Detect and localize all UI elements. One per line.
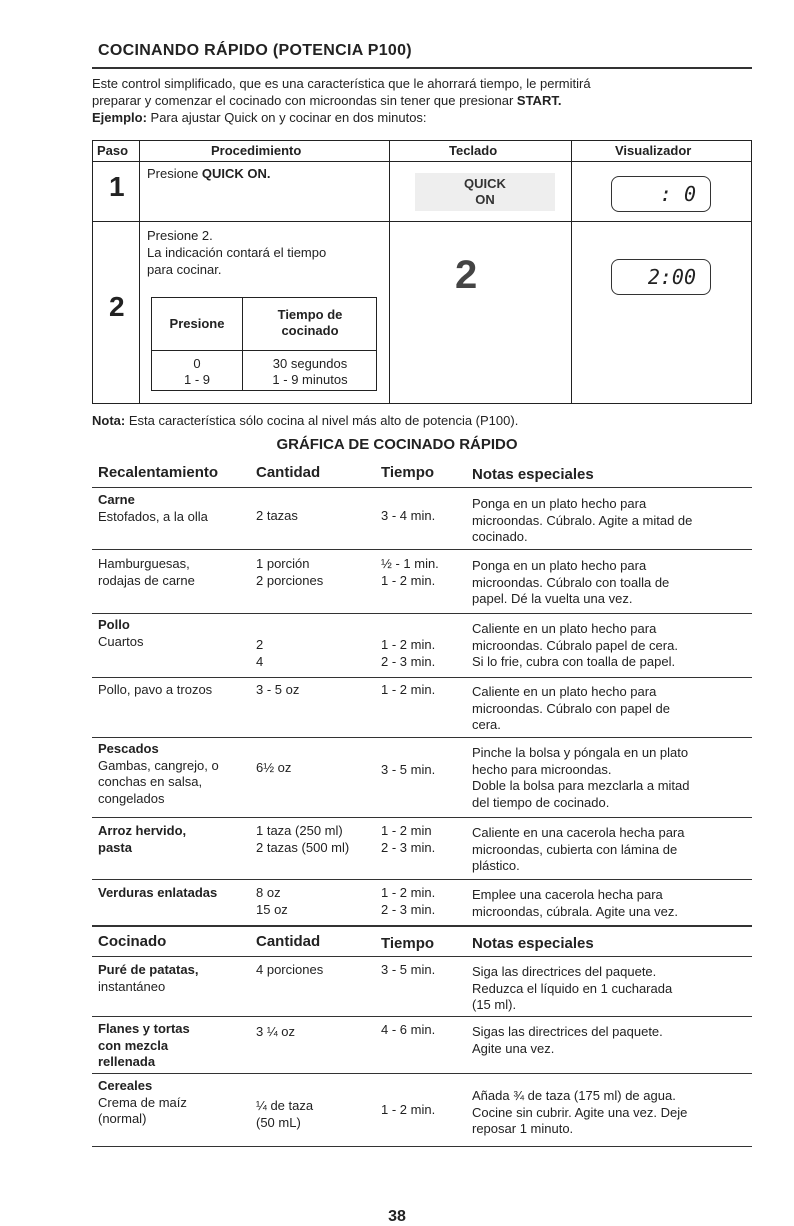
intro-line-2 (92, 92, 752, 109)
step-2-display: 2:00 (611, 259, 711, 295)
intro-line-1: Este control simplificado, que es una característica que le ahorrará tiempo, le permitirá (92, 76, 591, 91)
food-item: congelados (98, 790, 165, 806)
step-2-line-1: Presione 2. (147, 228, 213, 243)
key-2[interactable]: 2 (455, 253, 478, 297)
notes-cell (472, 684, 670, 734)
reheat-header-notes: Notas especiales (472, 466, 594, 483)
qty-value: 1 porción (256, 556, 310, 571)
page-title: COCINANDO RÁPIDO (POTENCIA P100) (98, 42, 412, 59)
quick-on-key[interactable] (415, 173, 555, 211)
on-key-line: ON (475, 192, 495, 207)
table-row (98, 1021, 190, 1071)
col-divider (571, 141, 572, 403)
divider (92, 1146, 752, 1147)
time-value: 2 - 3 min. (381, 653, 436, 669)
step-2-line-3: para cocinar. (147, 262, 222, 277)
notes-cell (472, 887, 678, 920)
time-value: 1 - 2 min. (381, 885, 436, 900)
food-category: Cereales (98, 1078, 153, 1093)
note-line: Caliente en un plato hecho para (472, 684, 657, 699)
note-line: Pinche la bolsa y póngala en un plato (472, 745, 689, 760)
food-category: Verduras enlatadas (98, 885, 218, 900)
food-category: Puré de patatas, (98, 962, 199, 977)
qty-value: 2 tazas (500 ml) (256, 839, 350, 855)
intro-line-2-text: preparar y comenzar el cocinado con microondas sin tener que presionar (92, 93, 517, 108)
start-key-label: START. (516, 93, 562, 108)
qty-cell (256, 885, 288, 918)
time-cell: 1 - 2 min. (381, 682, 436, 697)
notes-cell (472, 1088, 687, 1138)
note-line: microondas. Cúbralo papel de cera. (472, 637, 678, 653)
table-row (98, 492, 208, 525)
food-category: con mezcla (98, 1037, 169, 1053)
header-keypad: Teclado (449, 143, 498, 158)
title-divider (92, 67, 752, 69)
table-row (98, 823, 186, 856)
qty-cell: 3 - 5 oz (256, 682, 300, 697)
note-line: papel. Dé la vuelta una vez. (472, 591, 633, 606)
time-value: 2 - 3 min. (381, 839, 436, 855)
food-category: pasta (98, 839, 132, 855)
note-line: Reduzca el líquido en 1 cucharada (472, 980, 673, 996)
header-display: Visualizador (615, 143, 692, 158)
col-divider (389, 141, 390, 403)
note-line: Ponga en un plato hecho para (472, 558, 647, 573)
subtable-cell: 1 - 9 (183, 372, 210, 387)
example-text: Para ajustar Quick on y cocinar en dos minutos: (146, 110, 427, 125)
time-cell (381, 885, 435, 918)
subtable-cell: 0 (193, 356, 201, 371)
time-cell (381, 637, 435, 670)
notes-cell (472, 496, 692, 546)
notes-cell (472, 825, 684, 875)
steps-table (92, 140, 752, 404)
qty-cell (256, 823, 349, 856)
step-2-line-2: La indicación contará el tiempo (147, 245, 327, 260)
time-cell: 4 - 6 min. (381, 1022, 436, 1037)
table-row (98, 962, 198, 995)
note-label: Nota: (92, 413, 126, 428)
cooking-header-notes: Notas especiales (472, 935, 594, 952)
header-step: Paso (97, 143, 129, 158)
quick-on-label: QUICK ON. (201, 166, 271, 181)
time-value: ½ - 1 min. (381, 556, 439, 571)
subtable-cell: 30 segundos (272, 356, 348, 371)
time-cell: 3 - 5 min. (381, 962, 436, 977)
note-line: Si lo frie, cubra con toalla de papel. (472, 654, 676, 669)
food-item: Cuartos (98, 633, 144, 649)
note-line: Siga las directrices del paquete. (472, 964, 657, 979)
reheat-header-food: Recalentamiento (98, 464, 219, 481)
table-row (98, 1078, 187, 1128)
time-value: 1 - 2 min (381, 823, 432, 838)
cooking-header-time: Tiempo (381, 935, 435, 952)
divider (92, 817, 752, 818)
row-divider (93, 221, 751, 222)
subtable-row-divider (152, 350, 376, 351)
header-procedure: Procedimiento (211, 143, 302, 158)
quick-key-line: QUICK (464, 176, 506, 191)
time-subtable (151, 297, 377, 391)
food-category: Arroz hervido, (98, 823, 187, 838)
step-1-display: : 0 (611, 176, 711, 212)
time-cell (381, 556, 439, 589)
time-value: 1 - 2 min. (381, 572, 436, 588)
note-line: microondas, cúbrala. Agite una vez. (472, 903, 678, 919)
food-item: Hamburguesas, (98, 556, 190, 571)
qty-cell: 3 ¼ oz (256, 1024, 296, 1039)
food-item: instantáneo (98, 978, 166, 994)
qty-cell (256, 556, 323, 589)
note-line: Emplee una cacerola hecha para (472, 887, 663, 902)
food-item: Estofados, a la olla (98, 508, 208, 524)
header-divider (93, 161, 751, 162)
qty-value: 2 (256, 637, 264, 652)
cooking-header-food: Cocinado (98, 933, 167, 950)
note-line: del tiempo de cocinado. (472, 794, 610, 810)
subtable-cell: 1 - 9 minutos (272, 372, 348, 387)
divider (92, 1073, 752, 1074)
notes-cell (472, 558, 669, 608)
example-label: Ejemplo: (92, 110, 147, 125)
table-row (98, 556, 195, 589)
reheat-header-time: Tiempo (381, 464, 435, 481)
notes-cell (472, 621, 678, 671)
time-cell (381, 823, 435, 856)
chart-title: GRÁFICA DE COCINADO RÁPIDO (276, 436, 518, 453)
notes-cell (472, 1024, 663, 1057)
col-divider (139, 141, 140, 403)
reheat-header-qty: Cantidad (256, 464, 321, 481)
time-cell: 3 - 5 min. (381, 762, 436, 777)
food-item: Gambas, cangrejo, o (98, 757, 219, 773)
note-line: cocinado. (472, 529, 528, 544)
food-category: Flanes y tortas (98, 1021, 190, 1036)
qty-cell: 2 tazas (256, 508, 298, 523)
qty-value: 1 taza (250 ml) (256, 823, 343, 838)
qty-cell (256, 637, 263, 670)
qty-cell (256, 1098, 313, 1131)
intro-paragraph (92, 75, 752, 126)
note-line: Ponga en un plato hecho para (472, 496, 647, 511)
divider (92, 956, 752, 957)
note-text: Esta característica sólo cocina al nivel más alto de potencia (P100). (125, 413, 519, 428)
subtable-header-time-2: cocinado (281, 323, 339, 338)
note-line: reposar 1 minuto. (472, 1121, 574, 1136)
qty-value: (50 mL) (256, 1114, 301, 1130)
note-line: (15 ml). (472, 997, 517, 1012)
note-line: Cocine sin cubrir. Agite una vez. Deje (472, 1104, 688, 1120)
qty-cell: 6½ oz (256, 760, 292, 775)
food-category: Carne (98, 492, 135, 507)
qty-value: 4 (256, 653, 264, 669)
note-line: microondas. Cúbralo. Agite a mitad de (472, 512, 693, 528)
note-line: Agite una vez. (472, 1040, 555, 1056)
note-line: microondas. Cúbralo con papel de (472, 700, 671, 716)
food-category: rellenada (98, 1054, 156, 1069)
note-line: Doble la bolsa para mezclarla a mitad (472, 778, 690, 793)
cooking-header-qty: Cantidad (256, 933, 321, 950)
note-line: Caliente en un plato hecho para (472, 621, 657, 636)
divider (92, 613, 752, 614)
table-row (98, 617, 144, 650)
time-cell: 1 - 2 min. (381, 1102, 436, 1117)
step-1-number: 1 (109, 171, 125, 202)
step-2-procedure (147, 227, 326, 278)
food-item: Crema de maíz (98, 1094, 187, 1110)
food-item: Pollo, pavo a trozos (98, 682, 213, 697)
divider (92, 1016, 752, 1017)
table-row (98, 741, 219, 807)
qty-value: 8 oz (256, 885, 281, 900)
step-1-procedure (147, 165, 271, 182)
qty-value: 15 oz (256, 901, 288, 917)
food-item: rodajas de carne (98, 572, 195, 588)
divider (92, 677, 752, 678)
divider (92, 879, 752, 880)
note-line: microondas, cubierta con lámina de (472, 841, 678, 857)
qty-cell: 4 porciones (256, 962, 324, 977)
divider (92, 487, 752, 488)
note-line: cera. (472, 717, 501, 732)
food-category: Pollo (98, 617, 130, 632)
time-value: 1 - 2 min. (381, 637, 436, 652)
qty-value: 2 porciones (256, 572, 324, 588)
notes-cell (472, 745, 690, 811)
time-cell: 3 - 4 min. (381, 508, 436, 523)
food-item: conchas en salsa, (98, 774, 203, 789)
note-line: microondas. Cúbralo con toalla de (472, 574, 670, 590)
divider (92, 737, 752, 738)
note-line (92, 413, 518, 428)
divider (92, 549, 752, 550)
note-line: hecho para microondas. (472, 761, 612, 777)
note-line: Añada ¾ de taza (175 ml) de agua. (472, 1088, 676, 1103)
note-line: plástico. (472, 858, 520, 873)
qty-value: ¼ de taza (256, 1098, 314, 1113)
page-number: 38 (388, 1208, 406, 1225)
step-2-number: 2 (109, 291, 125, 322)
note-line: Sigas las directrices del paquete. (472, 1024, 663, 1039)
step-1-text: Presione (147, 166, 202, 181)
subtable-header-time-1: Tiempo de (277, 307, 343, 322)
subtable-header-press: Presione (169, 316, 225, 331)
notes-cell (472, 964, 672, 1014)
note-line: Caliente en una cacerola hecha para (472, 825, 685, 840)
time-value: 2 - 3 min. (381, 901, 436, 917)
subtable-header-time (243, 307, 377, 339)
divider (92, 925, 752, 927)
example-line (92, 109, 752, 126)
food-item: (normal) (98, 1111, 147, 1126)
food-category: Pescados (98, 741, 159, 756)
